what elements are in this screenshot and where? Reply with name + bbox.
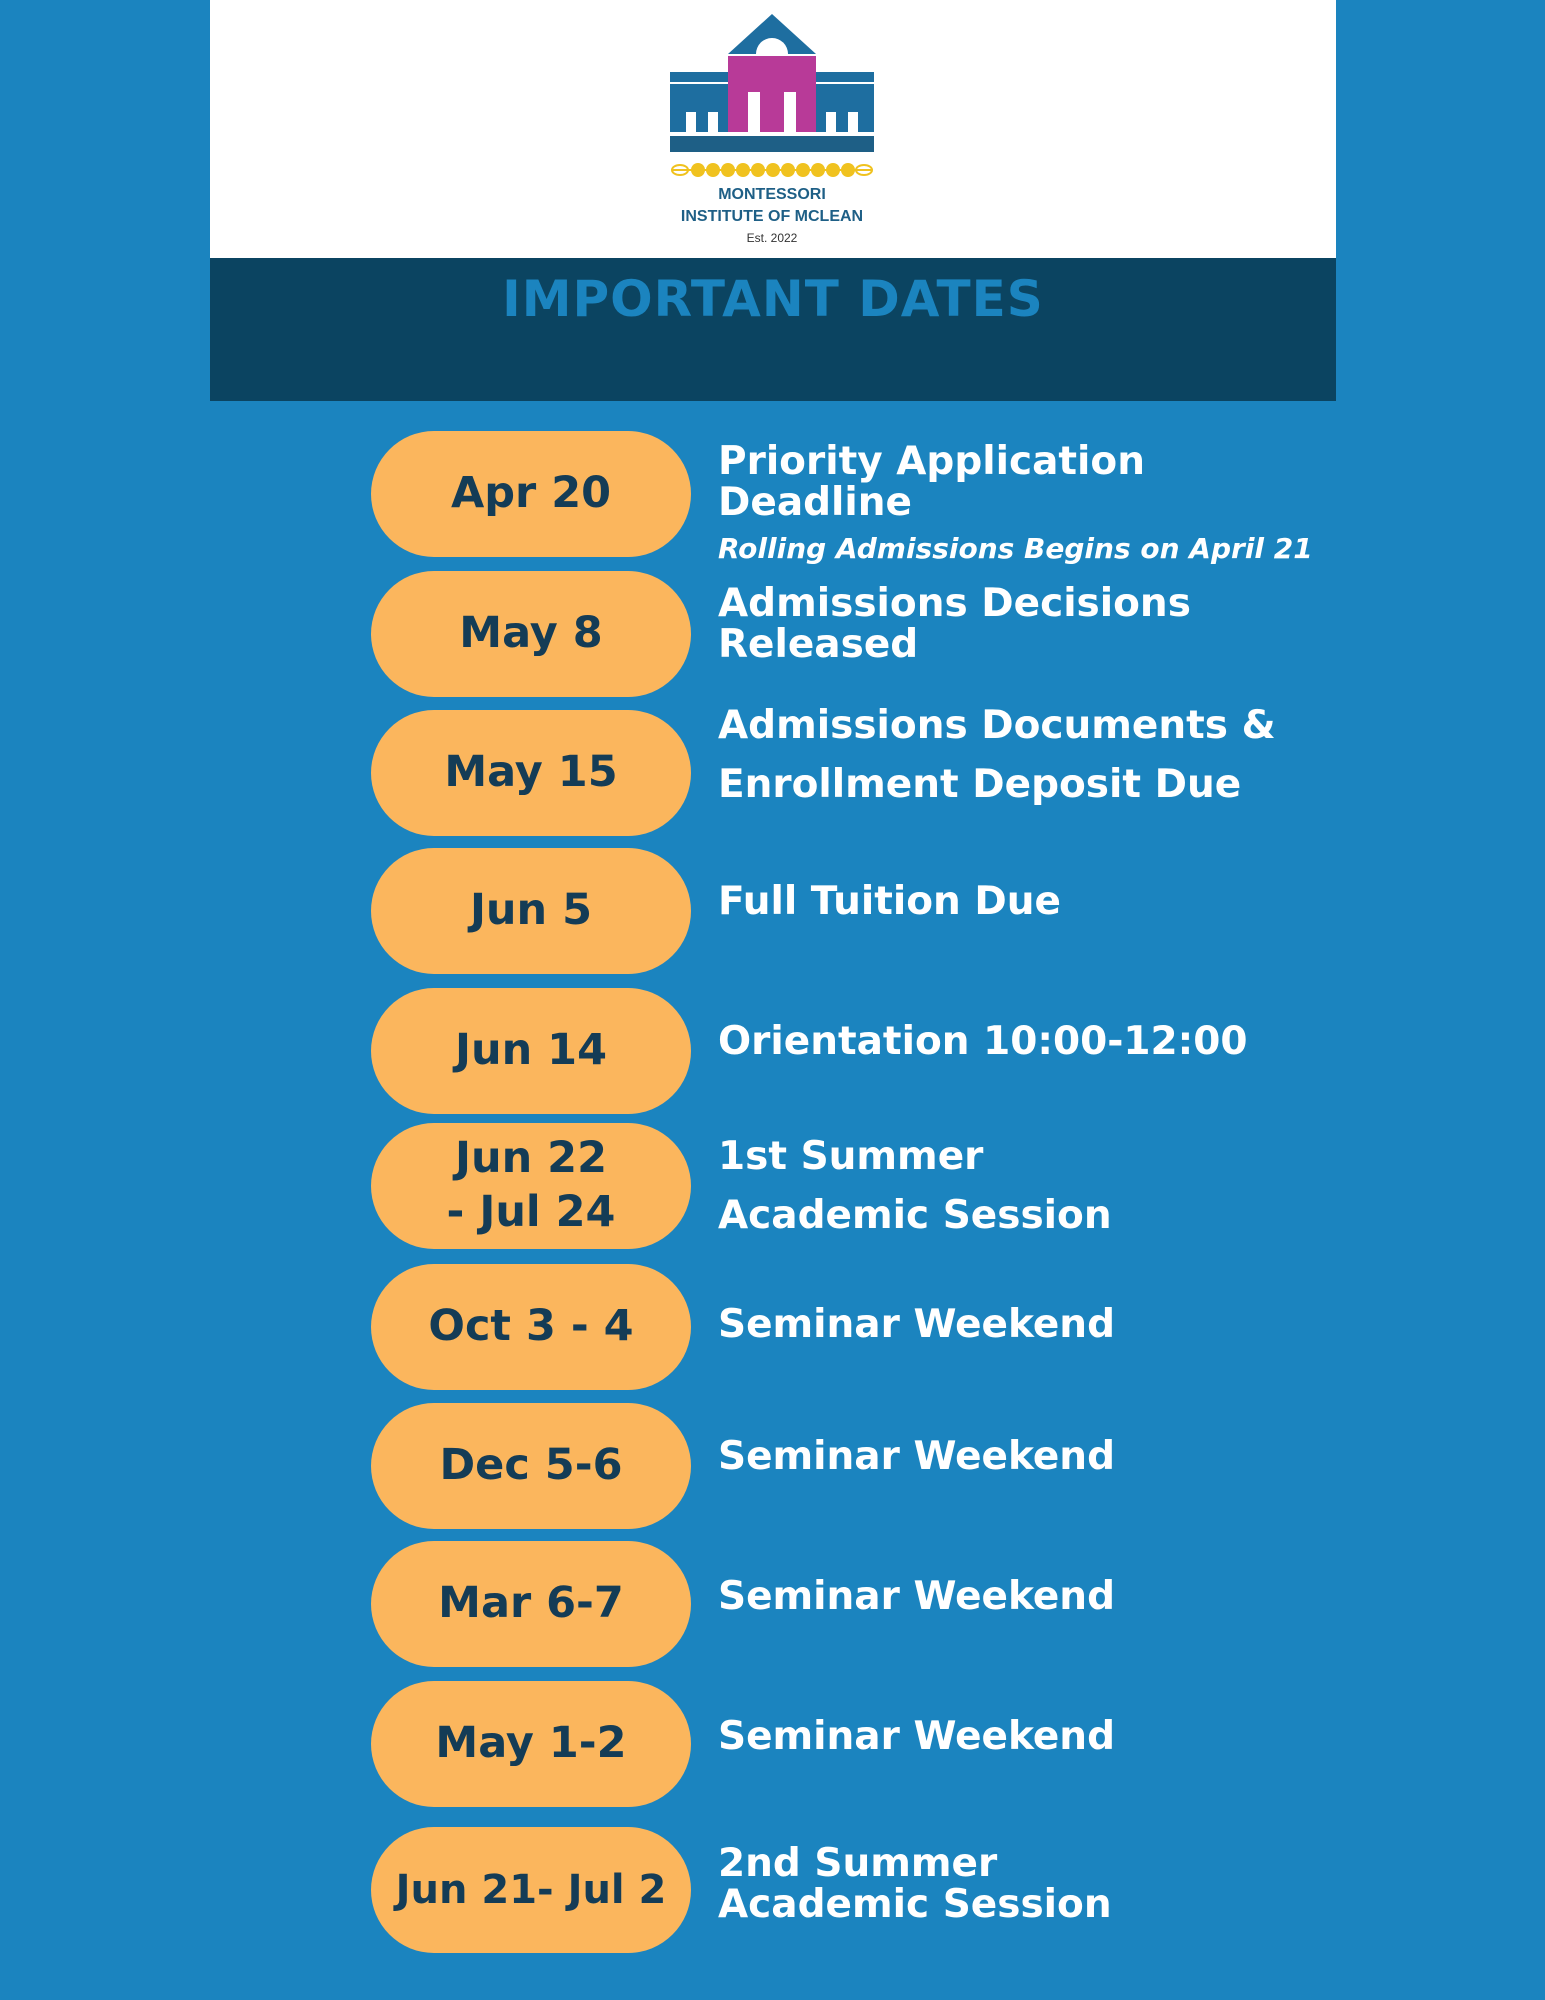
date-pill: May 1-2 [371,1681,691,1807]
date-pill: Jun 14 [371,988,691,1114]
event-description: Seminar Weekend [718,1714,1115,1759]
date-pill: Jun 22 - Jul 24 [371,1123,691,1249]
date-pill: Dec 5-6 [371,1403,691,1529]
event-description: Admissions Documents & Enrollment Deposit Due [718,703,1276,807]
date-pill: Apr 20 [371,431,691,557]
event-description: Orientation 10:00-12:00 [718,1019,1248,1064]
page-title: IMPORTANT DATES [502,270,1044,328]
event-description: 2nd Summer Academic Session [718,1841,1112,1927]
school-building-icon [668,12,876,182]
date-pill: Jun 5 [371,848,691,974]
event-description: Seminar Weekend [718,1302,1115,1347]
event-description: Seminar Weekend [718,1434,1115,1479]
event-description: Seminar Weekend [718,1574,1115,1619]
date-pill: May 8 [371,571,691,697]
event-description: Admissions Decisions Released [718,581,1191,667]
event-description: 1st Summer Academic Session [718,1134,1112,1238]
event-title: Priority Application Deadline [718,439,1145,525]
logo-name-line1: MONTESSORI [718,186,826,203]
event-note: Rolling Admissions Begins on April 21 [718,531,1313,565]
logo-name-line2: INSTITUTE OF MCLEAN [680,208,864,225]
date-pill: Oct 3 - 4 [371,1264,691,1390]
date-pill: Jun 21- Jul 2 [371,1827,691,1953]
date-pill: May 15 [371,710,691,836]
logo-established: Est. 2022 [746,231,798,245]
event-description [718,439,1338,565]
school-logo [668,12,876,245]
event-description: Full Tuition Due [718,879,1061,924]
title-band [210,258,1336,401]
date-pill: Mar 6-7 [371,1541,691,1667]
